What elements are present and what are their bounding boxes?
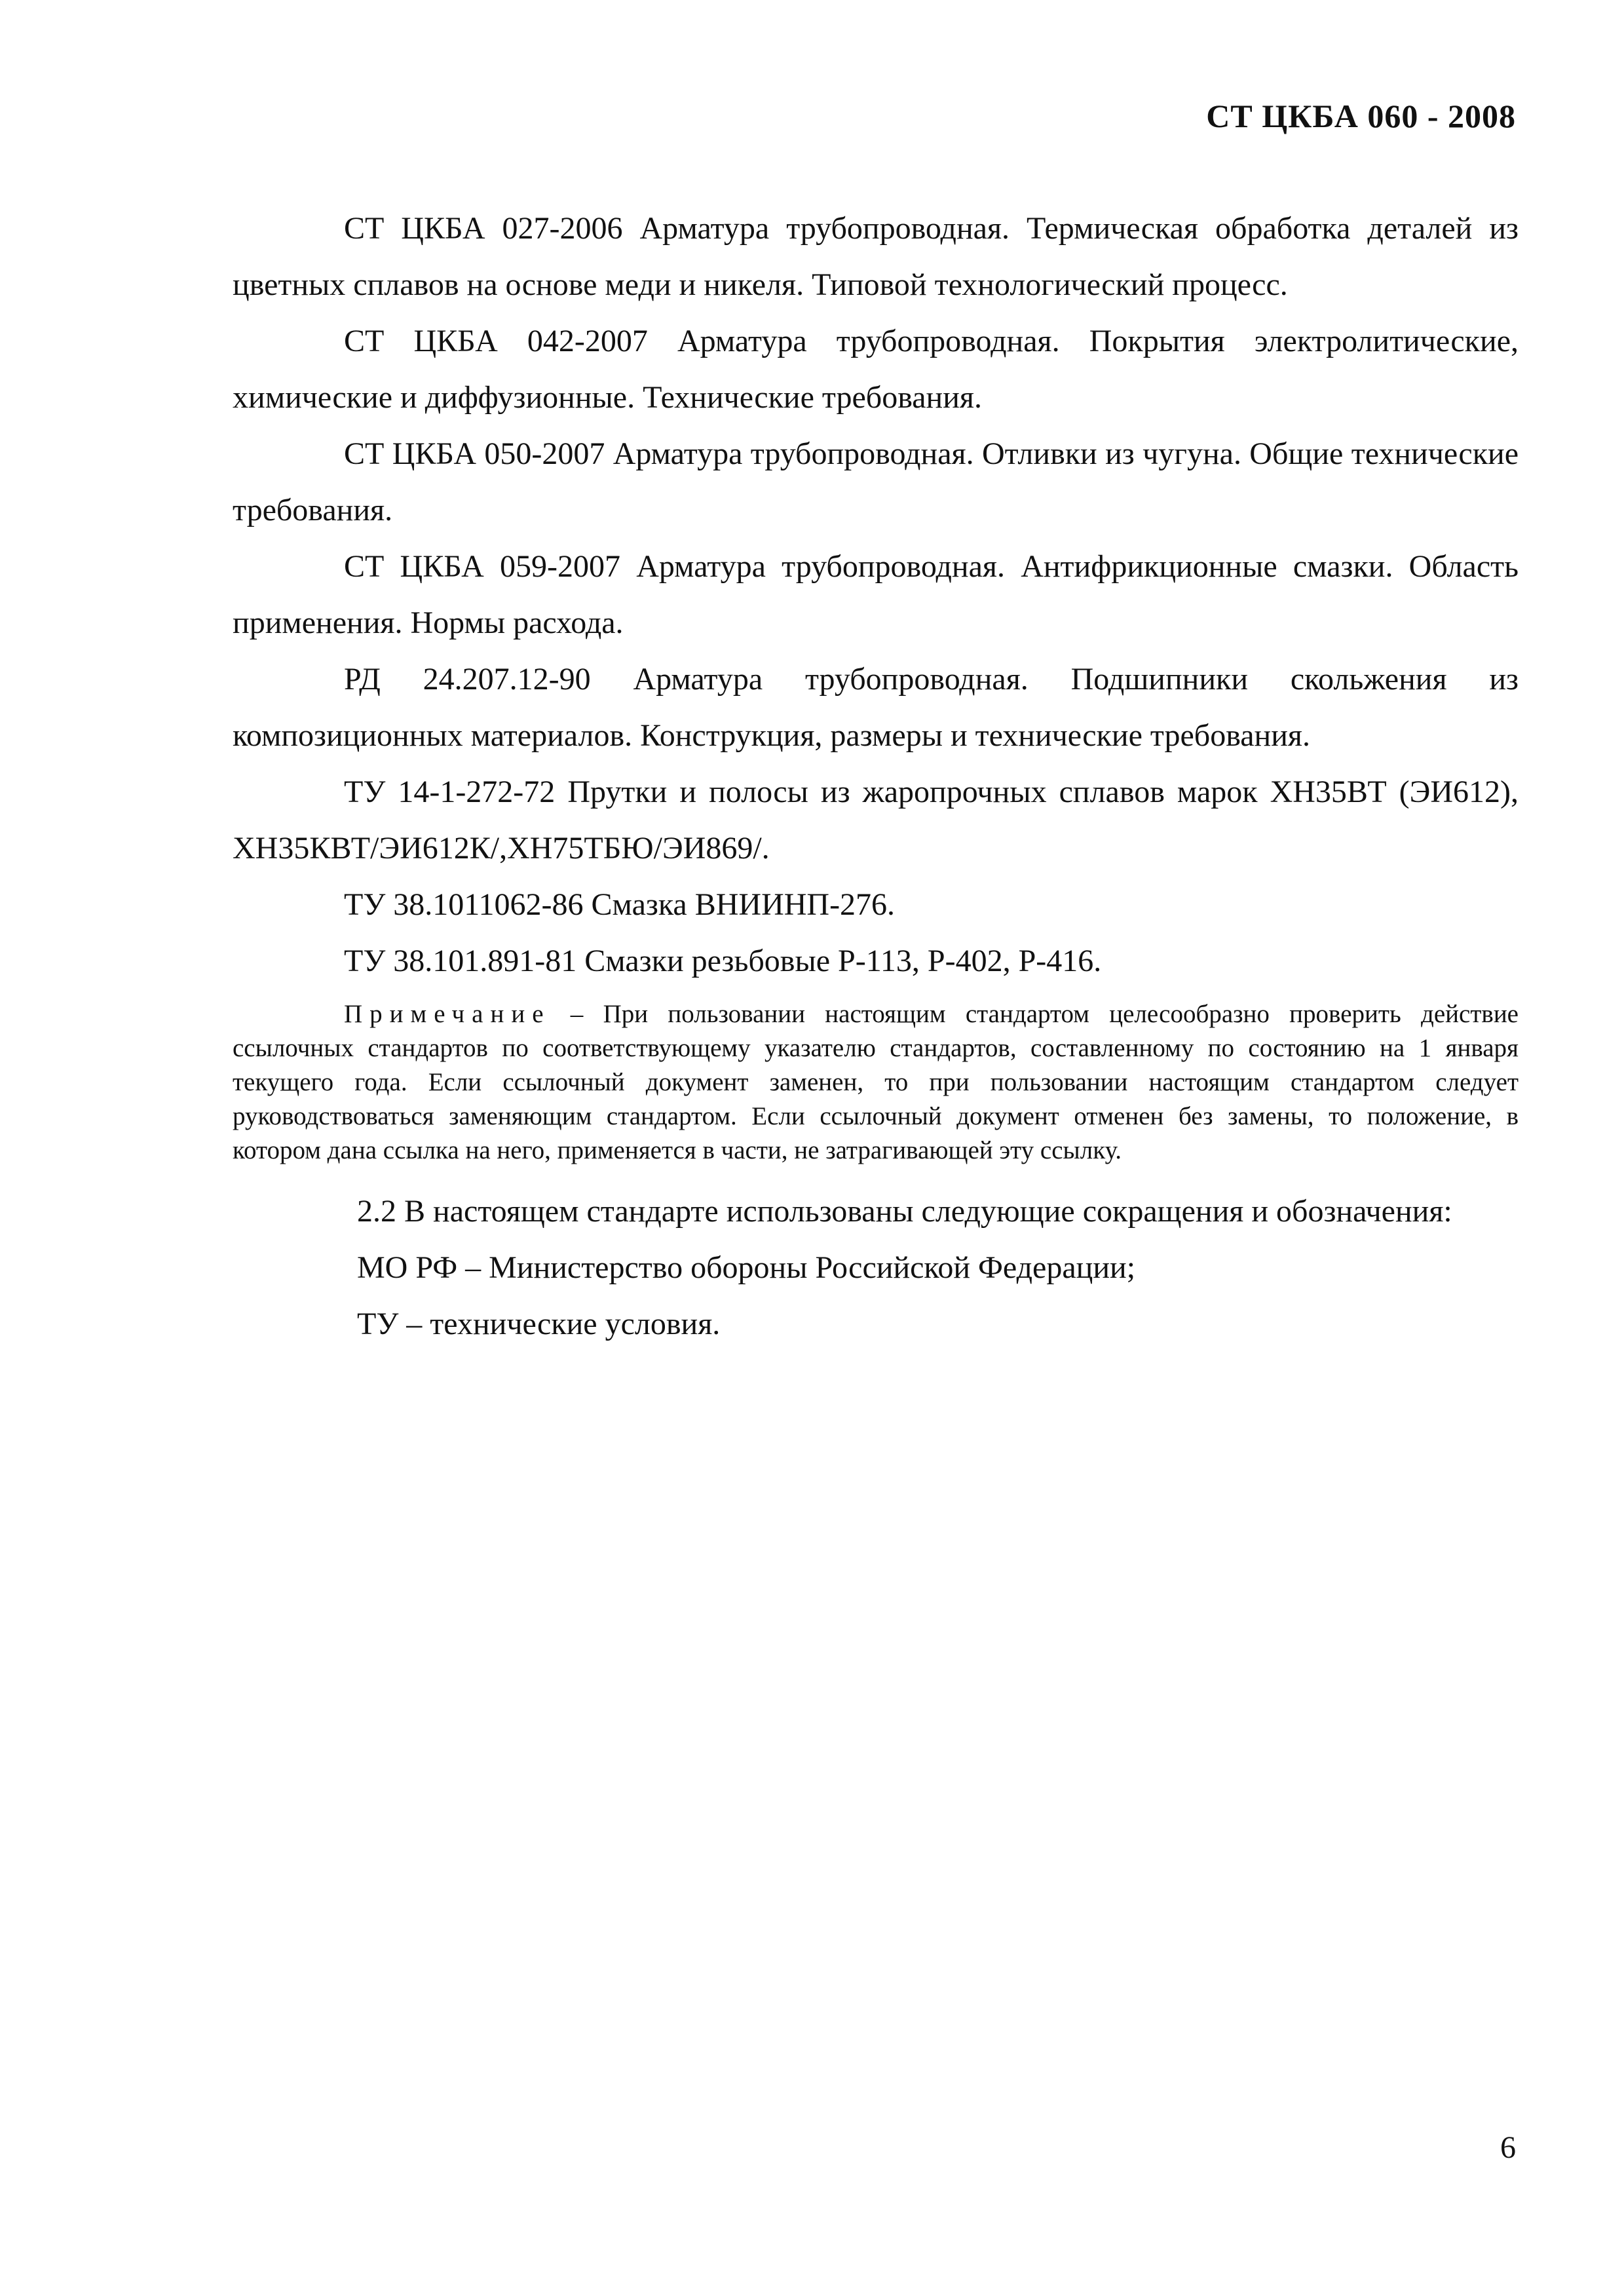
abbreviation-item: ТУ – технические условия.: [357, 1307, 721, 1341]
reference-item: СТ ЦКБА 059-2007 Арматура трубопроводная. Антифрикционные смазки. Область применения. Нормы расхода.: [233, 549, 1519, 640]
note-text: – При пользовании настоящим стандартом целесообразно проверить действие ссылочных стандартов по соответствующему указателю стандартов, составленному по состоянию на 1 января текущего года. Если ссылочный документ заменен, то при пользовании настоящим стандартом следует руководствоваться заменяющим стандартом. Если ссылочный документ отменен без замены, то положение, в котором дана ссылка на него, применяется в части, не затрагивающей эту ссылку.: [233, 1000, 1519, 1164]
abbreviations-section: [233, 1183, 1519, 1352]
note-paragraph: [233, 997, 1519, 1168]
normative-references-list: [233, 201, 1519, 989]
abbreviations-intro: 2.2 В настоящем стандарте использованы следующие сокращения и обозначения:: [357, 1194, 1452, 1229]
reference-item: ТУ 38.101.891-81 Смазки резьбовые Р-113, Р-402, Р-416.: [344, 944, 1102, 978]
abbreviation-item: МО РФ – Министерство обороны Российской Федерации;: [357, 1250, 1136, 1285]
reference-item: СТ ЦКБА 050-2007 Арматура трубопроводная. Отливки из чугуна. Общие технические требования.: [233, 436, 1519, 527]
page-number: 6: [1500, 2130, 1516, 2165]
document-code-header: СТ ЦКБА 060 - 2008: [1206, 98, 1516, 134]
reference-item: СТ ЦКБА 027-2006 Арматура трубопроводная. Термическая обработка деталей из цветных сплавов на основе меди и никеля. Типовой технологический процесс.: [233, 211, 1519, 302]
note-label: Примечание: [344, 1000, 551, 1028]
reference-item: РД 24.207.12-90 Арматура трубопроводная. Подшипники скольжения из композиционных материалов. Конструкция, размеры и технические требования.: [233, 662, 1519, 753]
reference-item: СТ ЦКБА 042-2007 Арматура трубопроводная. Покрытия электролитические, химические и диффузионные. Технические требования.: [233, 324, 1519, 415]
reference-item: ТУ 14-1-272-72 Прутки и полосы из жаропрочных сплавов марок ХН35ВТ (ЭИ612), ХН35КВТ/ЭИ612К/,ХН75ТБЮ/ЭИ869/.: [233, 775, 1519, 866]
reference-item: ТУ 38.1011062-86 Смазка ВНИИНП-276.: [344, 887, 896, 922]
